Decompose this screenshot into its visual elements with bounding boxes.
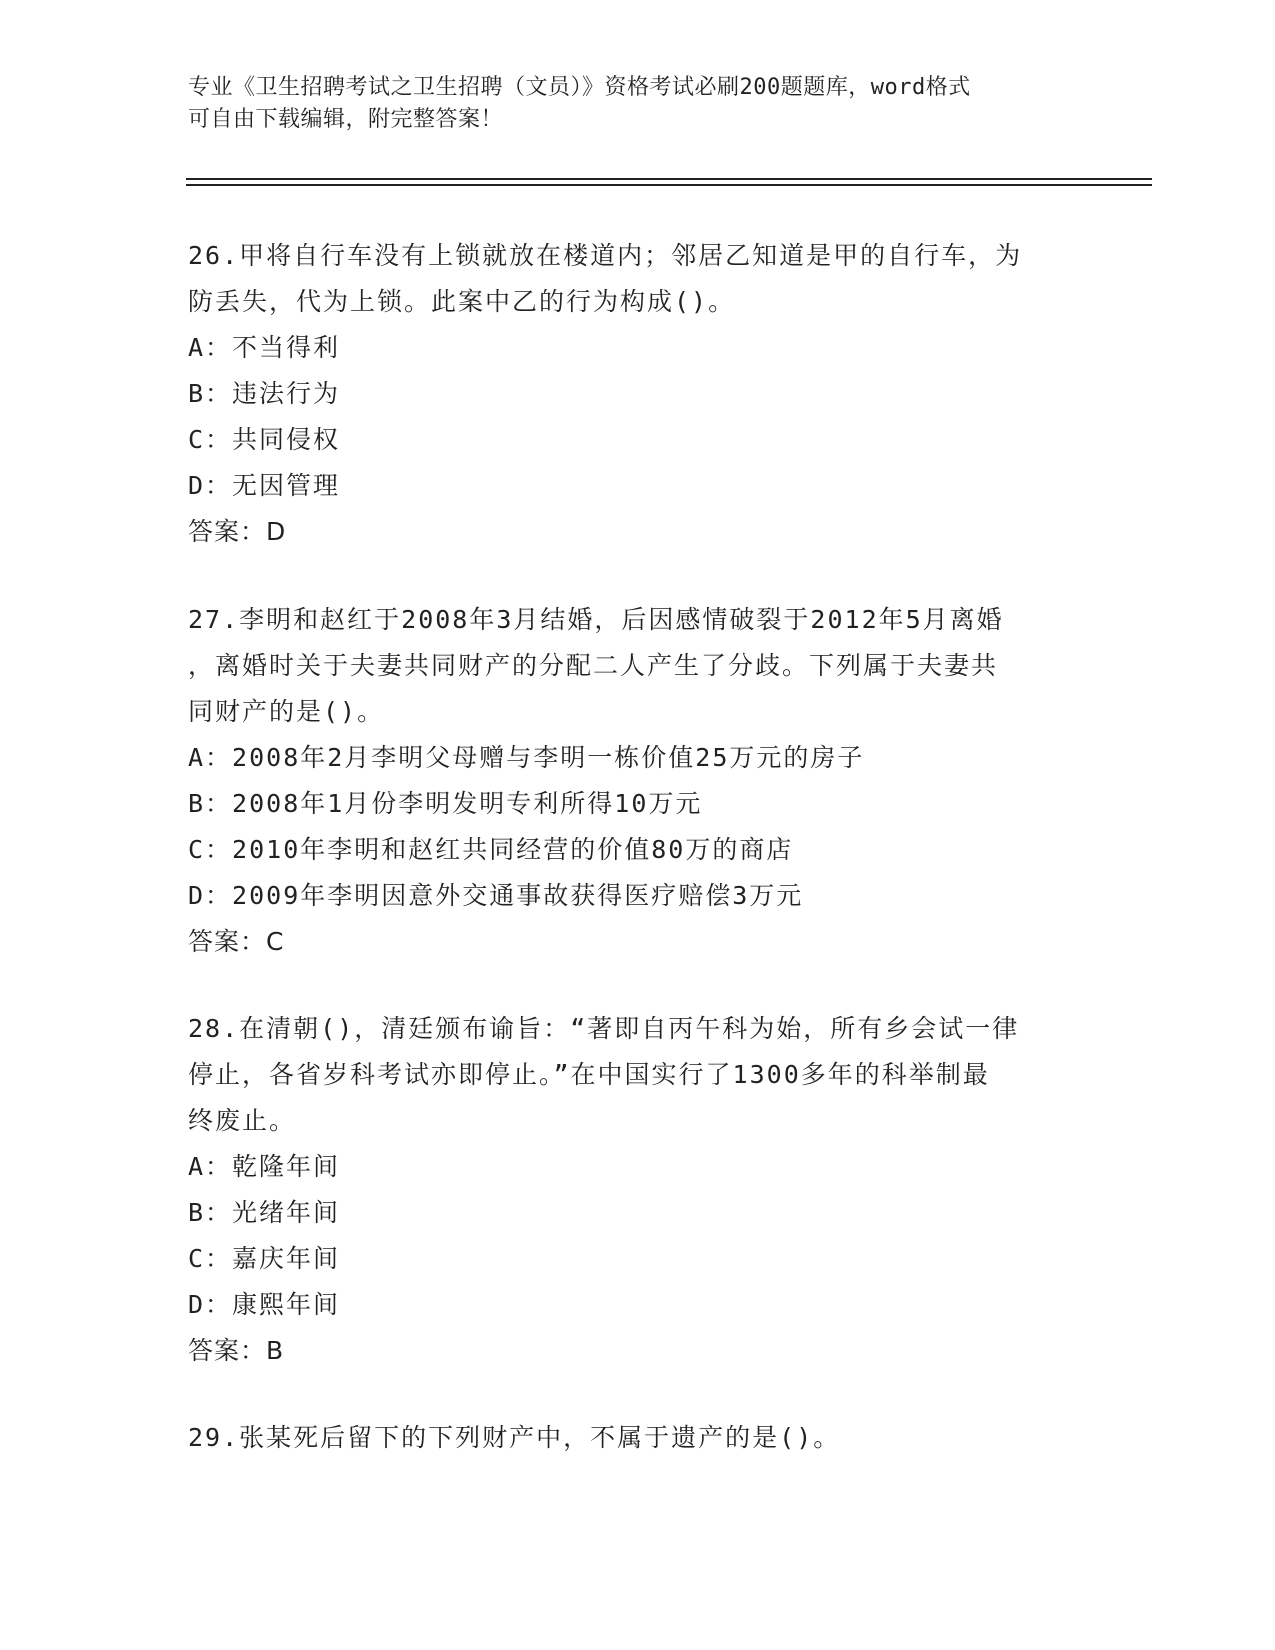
option-c: C：嘉庆年间 [188,1244,341,1273]
option-b: B：光绪年间 [188,1198,341,1227]
question-text-line: 防丢失，代为上锁。此案中乙的行为构成()。 [188,287,736,316]
question-28 [188,1006,1088,1374]
option-d: D：2009年李明因意外交通事故获得医疗赔偿3万元 [188,881,804,910]
option-d: D：无因管理 [188,471,341,500]
option-b: B：2008年1月份李明发明专利所得10万元 [188,789,703,818]
answer: 答案：D [188,517,287,546]
header-divider-bottom [186,184,1152,186]
question-29 [188,1415,1088,1461]
answer: 答案：C [188,927,285,956]
option-a: A：2008年2月李明父母赠与李明一栋价值25万元的房子 [188,743,865,772]
question-text-line: 28.在清朝()，清廷颁布谕旨：“著即自丙午科为始，所有乡会试一律 [188,1014,1020,1043]
header-divider-top [186,178,1152,180]
question-text-line: 26.甲将自行车没有上锁就放在楼道内；邻居乙知道是甲的自行车，为 [188,241,1023,270]
header-line-1: 专业《卫生招聘考试之卫生招聘（文员）》资格考试必刷200题题库，word格式 [188,75,971,100]
question-text-line: 27.李明和赵红于2008年3月结婚，后因感情破裂于2012年5月离婚 [188,605,1004,634]
option-c: C：2010年李明和赵红共同经营的价值80万的商店 [188,835,794,864]
question-text-line: 同财产的是()。 [188,697,385,726]
question-text-line: 终废止。 [188,1106,297,1135]
question-26 [188,233,1088,555]
answer: 答案：B [188,1336,285,1365]
option-d: D：康熙年间 [188,1290,341,1319]
question-text-line: 停止，各省岁科考试亦即停止。”在中国实行了1300多年的科举制最 [188,1060,990,1089]
option-b: B：违法行为 [188,379,341,408]
header-line-2: 可自由下载编辑，附完整答案！ [188,107,504,132]
option-c: C：共同侵权 [188,425,341,454]
option-a: A：不当得利 [188,333,341,362]
question-text-line: ，离婚时关于夫妻共同财产的分配二人产生了分歧。下列属于夫妻共 [188,651,999,680]
document-header [188,72,1088,136]
option-a: A：乾隆年间 [188,1152,341,1181]
question-text-line: 29.张某死后留下的下列财产中，不属于遗产的是()。 [188,1423,841,1452]
question-27 [188,597,1088,965]
